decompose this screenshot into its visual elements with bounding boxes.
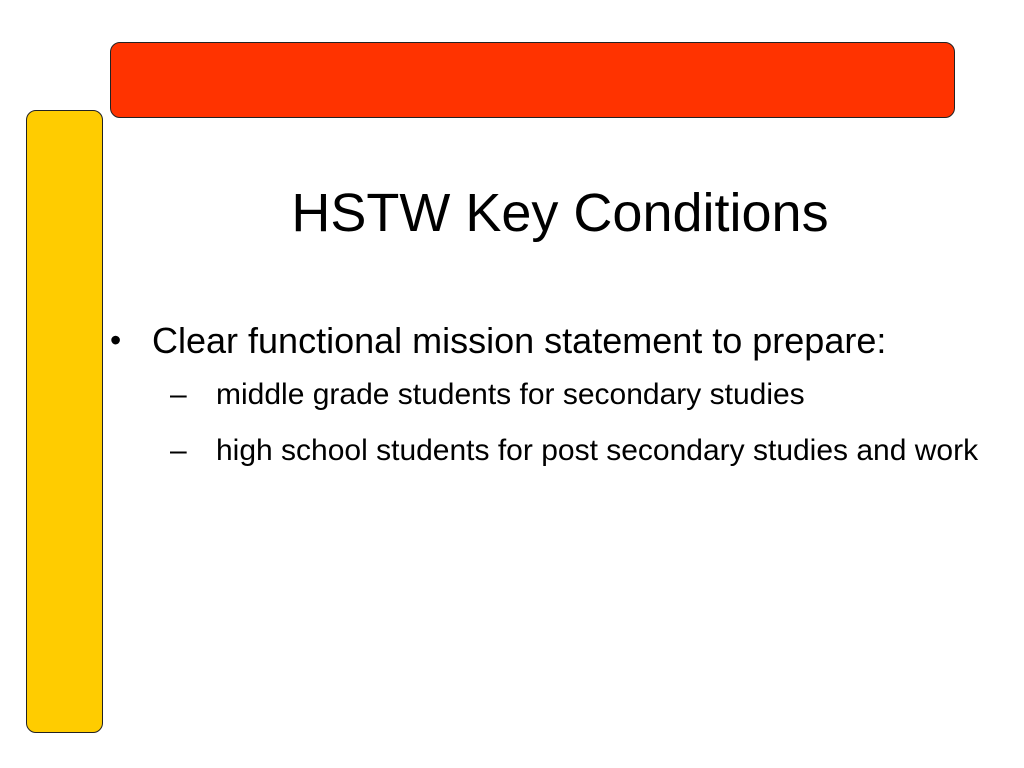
bullet-icon: • xyxy=(110,322,122,358)
sub-bullet-text: high school students for post secondary studies and work xyxy=(216,434,979,467)
sub-bullet-text: middle grade students for secondary studies xyxy=(216,378,805,411)
top-accent-bar xyxy=(110,42,955,118)
sub-bullet-item xyxy=(170,375,1024,415)
sub-bullet-item xyxy=(170,431,1024,471)
side-accent-bar xyxy=(26,110,103,733)
slide-title: HSTW Key Conditions xyxy=(291,183,829,243)
sub-bullet-list xyxy=(170,375,1024,471)
bullet-text: Clear functional mission statement to prepare: xyxy=(152,320,887,361)
dash-icon: – xyxy=(170,434,187,467)
dash-icon: – xyxy=(170,378,187,411)
bullet-item xyxy=(110,318,1010,471)
bullet-list xyxy=(110,318,1010,487)
